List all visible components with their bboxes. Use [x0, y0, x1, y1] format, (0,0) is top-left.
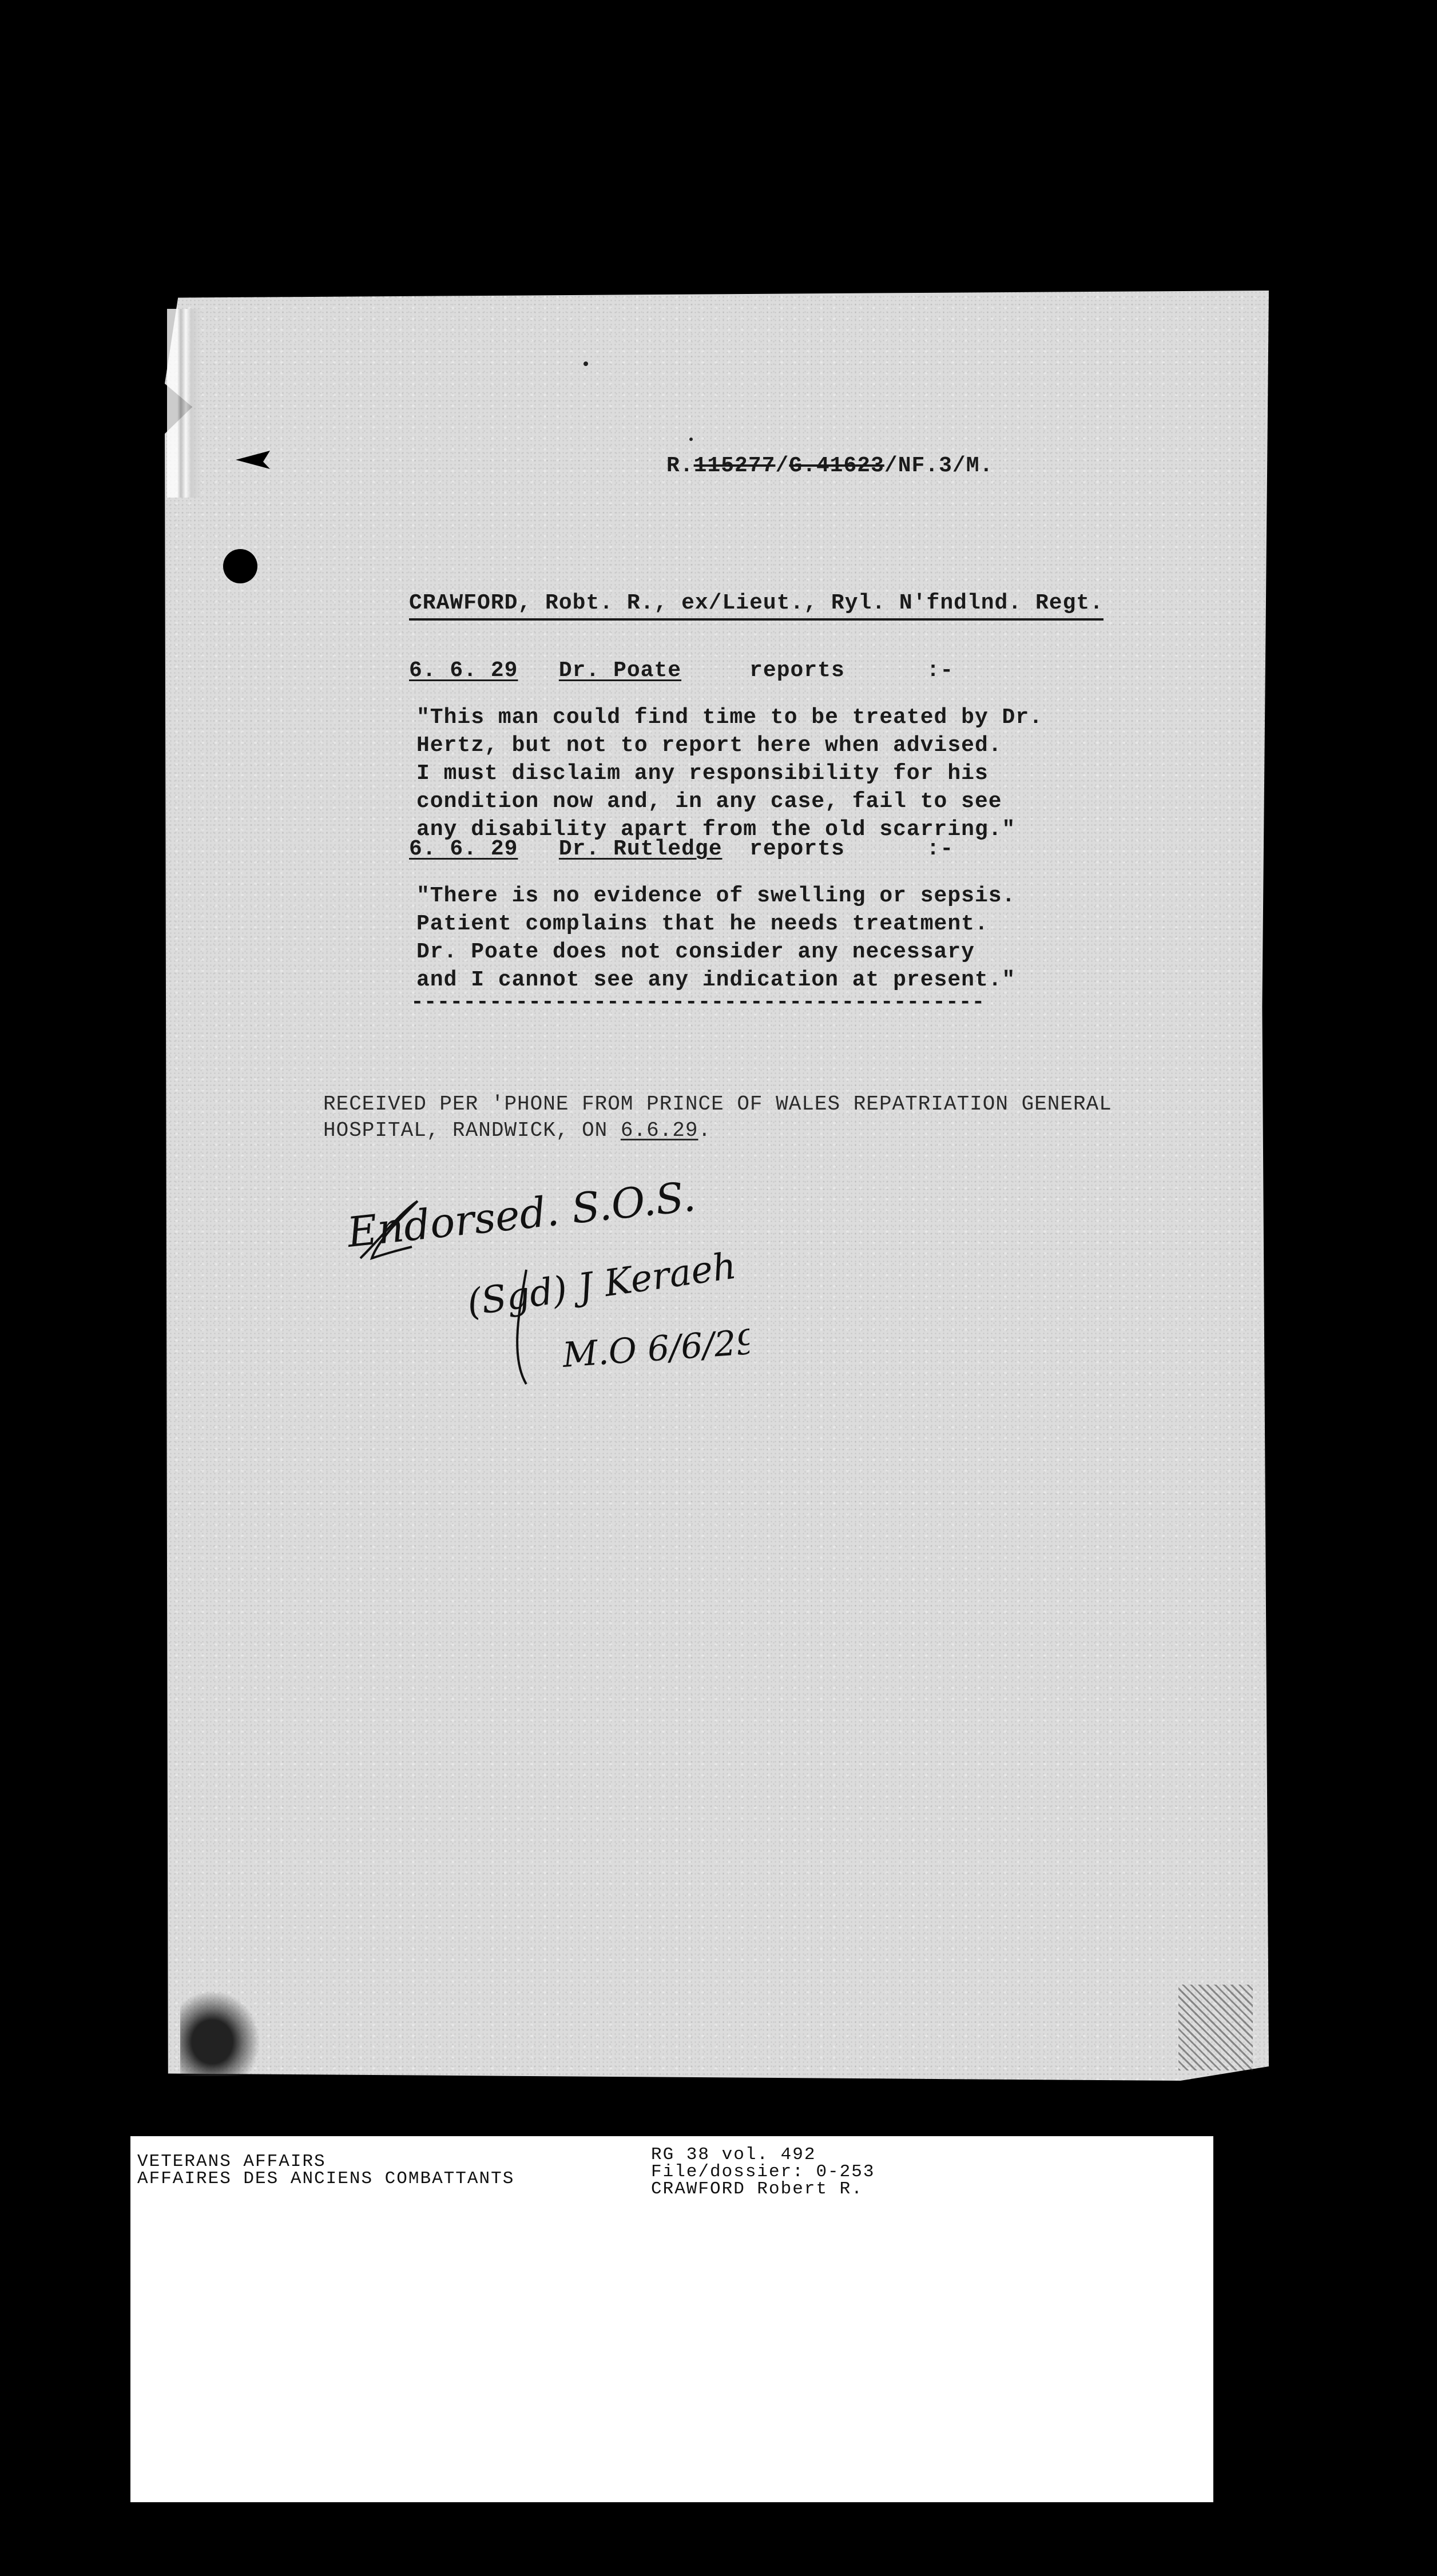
quote-line: Dr. Poate does not consider any necessary [416, 940, 975, 964]
quote-line: any disability apart from the old scarring." [416, 817, 1016, 842]
corner-wear [1178, 1985, 1253, 2070]
quote-line: condition now and, in any case, fail to see [416, 789, 1002, 814]
report-colon: :- [926, 837, 954, 861]
endorsement-line: Endorsed. S.O.S. [344, 1172, 698, 1257]
officer-date-line: M.O 6/6/29. [561, 1321, 749, 1376]
signature-line: (Sgd) J Keraeh [464, 1245, 739, 1325]
corner-stain [180, 1990, 260, 2076]
divider-line: -------------------------------------------- [411, 990, 985, 1015]
reference-struck-code: G.41623 [789, 454, 884, 478]
received-location: HOSPITAL, RANDWICK, ON [323, 1119, 621, 1142]
report-date: 6. 6. 29 [409, 658, 518, 683]
report-header [409, 835, 954, 863]
punch-hole [223, 549, 257, 583]
speck-mark [689, 438, 693, 441]
report-doctor: Dr. Poate [558, 658, 682, 683]
signature-drawing [338, 1167, 749, 1396]
folded-paper-edge [167, 309, 201, 498]
report-quote [416, 882, 1015, 994]
report-quote [416, 703, 1043, 844]
reference-suffix: /NF.3/M. [884, 454, 994, 478]
record-group: RG 38 vol. 492 [651, 2145, 816, 2165]
report-doctor: Dr. Rutledge [558, 837, 723, 861]
quote-line: Hertz, but not to report here when advised. [416, 733, 1002, 758]
report-verb: reports [749, 837, 845, 861]
speck-mark [583, 361, 588, 366]
quote-line: I must disclaim any responsibility for his [416, 761, 989, 786]
quote-line: and I cannot see any indication at present." [416, 968, 1016, 992]
received-line [323, 1118, 1112, 1144]
reference-struck-number: 115277 [693, 454, 776, 478]
received-date: 6.6.29 [620, 1119, 698, 1142]
reference-separator: / [775, 454, 789, 478]
department-english: VETERANS AFFAIRS [137, 2152, 326, 2172]
file-number: File/dossier: 0-253 [651, 2162, 875, 2182]
report-header [409, 657, 954, 685]
quote-line: Patient complains that he needs treatment. [416, 912, 989, 936]
quote-line: "There is no evidence of swelling or sepsis. [416, 884, 1016, 908]
archive-reference [651, 2146, 875, 2198]
quote-line: "This man could find time to be treated by Dr. [416, 705, 1043, 730]
received-period: . [698, 1119, 712, 1142]
department-french: AFFAIRES DES ANCIENS COMBATTANTS [137, 2169, 515, 2189]
archive-department [137, 2153, 514, 2188]
subject-heading: CRAWFORD, Robt. R., ex/Lieut., Ryl. N'fndlnd. Regt. [409, 589, 1103, 621]
archive-label-card [130, 2136, 1213, 2502]
report-verb: reports [749, 658, 845, 683]
handwritten-endorsement [338, 1167, 749, 1396]
received-line: RECEIVED PER 'PHONE FROM PRINCE OF WALES REPATRIATION GENERAL [323, 1092, 1112, 1116]
report-date: 6. 6. 29 [409, 837, 518, 861]
subject-name: CRAWFORD Robert R. [651, 2179, 863, 2199]
received-note [323, 1091, 1112, 1144]
report-colon: :- [926, 658, 954, 683]
reference-prefix: R. [666, 454, 694, 478]
file-reference [666, 452, 993, 480]
